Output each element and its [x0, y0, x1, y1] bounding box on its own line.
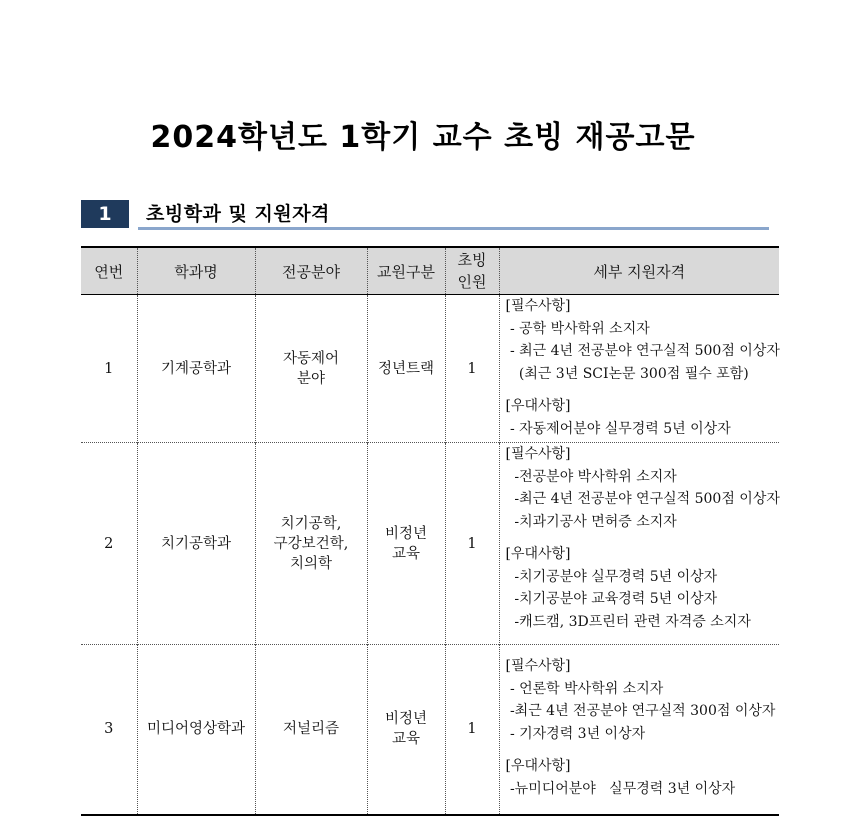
major-field: 치기공학, 구강보건학, 치의학 [255, 443, 367, 645]
table-row [81, 295, 779, 443]
dept-name: 기계공학과 [137, 295, 255, 443]
detail-line: - 자동제어분야 실무경력 5년 이상자 [505, 420, 731, 437]
table-row [81, 443, 779, 645]
faculty-type: 비정년 교육 [367, 443, 445, 645]
detail-heading: [우대사항] [505, 546, 571, 562]
detail-line: - 공학 박사학위 소지자 [505, 320, 650, 337]
detail-line: -치과기공사 면허증 소지자 [505, 513, 677, 530]
detail-spacer [506, 385, 780, 395]
header-no: 연번 [81, 247, 137, 295]
section-number-badge: 1 [81, 200, 129, 228]
detail-spacer [506, 745, 780, 755]
section-title: 초빙학과 및 지원자격 [146, 203, 330, 225]
detail-requirements [499, 443, 779, 645]
detail-spacer [506, 533, 780, 543]
detail-heading: [필수사항] [505, 658, 571, 674]
detail-line: -뉴미디어분야 실무경력 3년 이상자 [505, 780, 736, 797]
detail-line: -캐드캠, 3D프린터 관련 자격증 소지자 [505, 613, 751, 630]
recruit-count: 1 [445, 443, 499, 645]
detail-line: -치기공분야 교육경력 5년 이상자 [505, 591, 718, 607]
detail-line: (최근 3년 SCI논문 300점 필수 포함) [505, 365, 749, 382]
row-number: 2 [104, 535, 114, 552]
detail-line: -전공분야 박사학위 소지자 [505, 468, 677, 485]
recruit-count: 1 [445, 645, 499, 815]
detail-line: -최근 4년 전공분야 연구실적 500점 이상자 [505, 491, 780, 507]
detail-requirements [499, 295, 779, 443]
major-field: 저널리즘 [255, 645, 367, 815]
header-major: 전공분야 [255, 247, 367, 295]
detail-heading: [우대사항] [505, 398, 571, 414]
row-number: 1 [104, 360, 114, 377]
table-row [81, 645, 779, 815]
detail-line: -치기공분야 실무경력 5년 이상자 [505, 568, 718, 585]
detail-line: - 기자경력 3년 이상자 [505, 725, 646, 742]
document-title: 2024학년도 1학기 교수 초빙 재공고문 [150, 120, 696, 155]
row-number: 3 [104, 721, 114, 738]
detail-line: - 최근 4년 전공분야 연구실적 500점 이상자 [505, 343, 780, 359]
detail-line: - 언론학 박사학위 소지자 [505, 680, 664, 697]
detail-heading: [우대사항] [505, 758, 571, 774]
dept-name: 미디어영상학과 [137, 645, 255, 815]
recruitment-table [81, 246, 779, 816]
major-field: 자동제어 분야 [255, 295, 367, 443]
table-header-row [81, 247, 779, 295]
header-details: 세부 지원자격 [499, 247, 779, 295]
faculty-type: 비정년 교육 [367, 645, 445, 815]
recruit-count: 1 [445, 295, 499, 443]
header-type: 교원구분 [367, 247, 445, 295]
detail-requirements [499, 645, 779, 815]
detail-line: -최근 4년 전공분야 연구실적 300점 이상자 [505, 703, 776, 719]
faculty-type: 정년트랙 [367, 295, 445, 443]
section-underline [138, 227, 769, 230]
dept-name: 치기공학과 [137, 443, 255, 645]
detail-heading: [필수사항] [505, 298, 571, 314]
detail-heading: [필수사항] [505, 446, 571, 462]
header-count: 초빙 인원 [445, 247, 499, 295]
header-dept: 학과명 [137, 247, 255, 295]
